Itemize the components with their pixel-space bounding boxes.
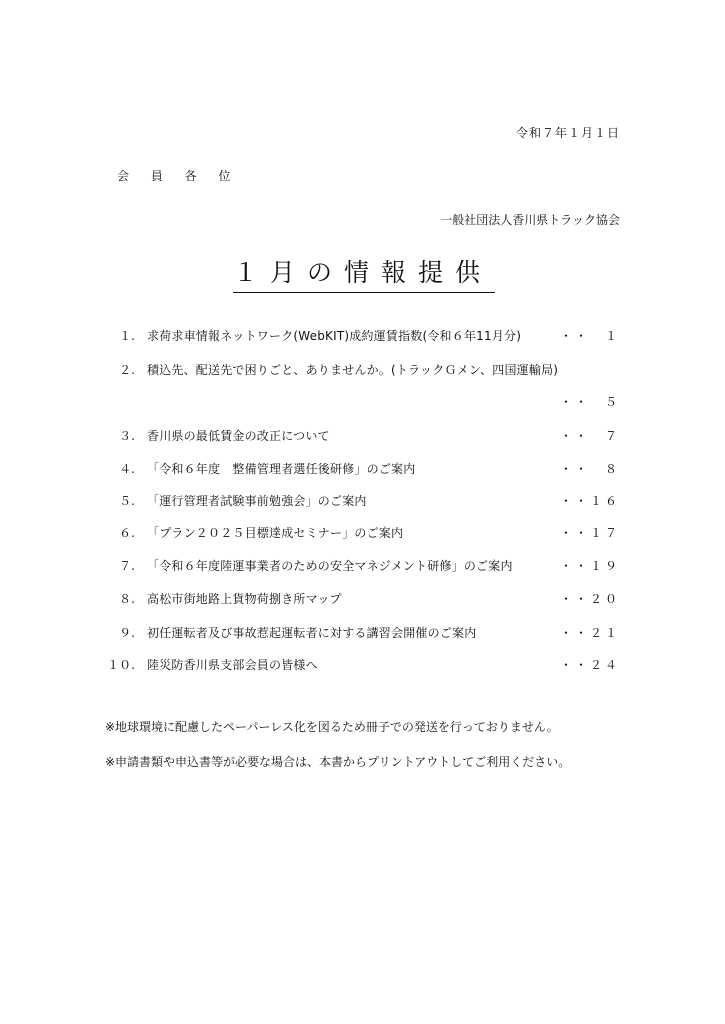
toc-item-number: ２. (119, 363, 135, 377)
toc-item-number: ７. (119, 559, 135, 573)
toc-item-number: ５. (119, 494, 135, 508)
toc-item (0, 656, 725, 674)
toc-item (0, 460, 725, 478)
toc-item-title: 「令和６年度陸運事業者のための安全マネジメント研修」のご案内 (147, 559, 513, 573)
toc-item-number: ３. (119, 429, 135, 443)
toc-item-page: ・・１６ (559, 494, 620, 508)
toc-item-page: ・・２４ (559, 658, 620, 672)
toc-item-page: ・・１９ (559, 559, 620, 573)
toc-item-title: 求荷求車情報ネットワーク(WebKIT)成約運賃指数(令和６年11月分) (147, 329, 522, 343)
toc-item-page: ・・１７ (559, 526, 620, 540)
toc-item-title: 「運行管理者試験事前勉強会」のご案内 (147, 494, 367, 508)
toc-item-title: 「令和６年度 整備管理者選任後研修」のご案内 (147, 462, 416, 476)
toc-item-number: １０. (107, 658, 135, 672)
page-title: １月の情報提供 (233, 253, 495, 293)
toc-item (0, 624, 725, 642)
toc-item (0, 361, 725, 379)
toc-item-page: ・・ ８ (559, 462, 620, 476)
toc-item-title: 陸災防香川県支部会員の皆様へ (147, 658, 318, 672)
toc-item-title: 高松市街地路上貨物荷捌き所マップ (147, 592, 342, 606)
recipient-line: 会 員 各 位 (117, 169, 240, 183)
issue-date: 令和７年１月１日 (515, 126, 620, 140)
toc-item-number: ８. (119, 592, 135, 606)
note-paperless: ※地球環境に配慮したペーパーレス化を図るため冊子での発送を行っておりません。 (105, 720, 559, 734)
toc-item-number: ６. (119, 526, 135, 540)
toc-item-title: 香川県の最低賃金の改正について (147, 429, 330, 443)
toc-item (0, 557, 725, 575)
toc-item-number: ４. (119, 462, 135, 476)
toc-item-page: ・・２１ (559, 626, 620, 640)
toc-item-page: ・・ ５ (559, 395, 620, 409)
toc-item-title: 「プラン２０２５目標達成セミナー」のご案内 (147, 526, 404, 540)
toc-item (0, 427, 725, 445)
toc-item-number: ９. (119, 626, 135, 640)
toc-item-page: ・・ １ (559, 329, 620, 343)
toc-item-continuation (0, 393, 725, 411)
note-printout: ※申請書類や申込書等が必要な場合は、本書からプリントアウトしてご利用ください。 (105, 755, 571, 769)
toc-item-title: 積込先、配送先で困りごと、ありませんか。(トラックＧメン、四国運輸局) (147, 363, 559, 377)
toc-item-page: ・・２０ (559, 592, 620, 606)
toc-item-title: 初任運転者及び事故惹起運転者に対する講習会開催のご案内 (147, 626, 477, 640)
sender-organization: 一般社団法人香川県トラック協会 (440, 213, 620, 227)
toc-item (0, 492, 725, 510)
toc-item (0, 524, 725, 542)
toc-item (0, 327, 725, 345)
toc-item-number: １. (119, 329, 135, 343)
toc-item (0, 590, 725, 608)
toc-item-page: ・・ ７ (559, 429, 620, 443)
